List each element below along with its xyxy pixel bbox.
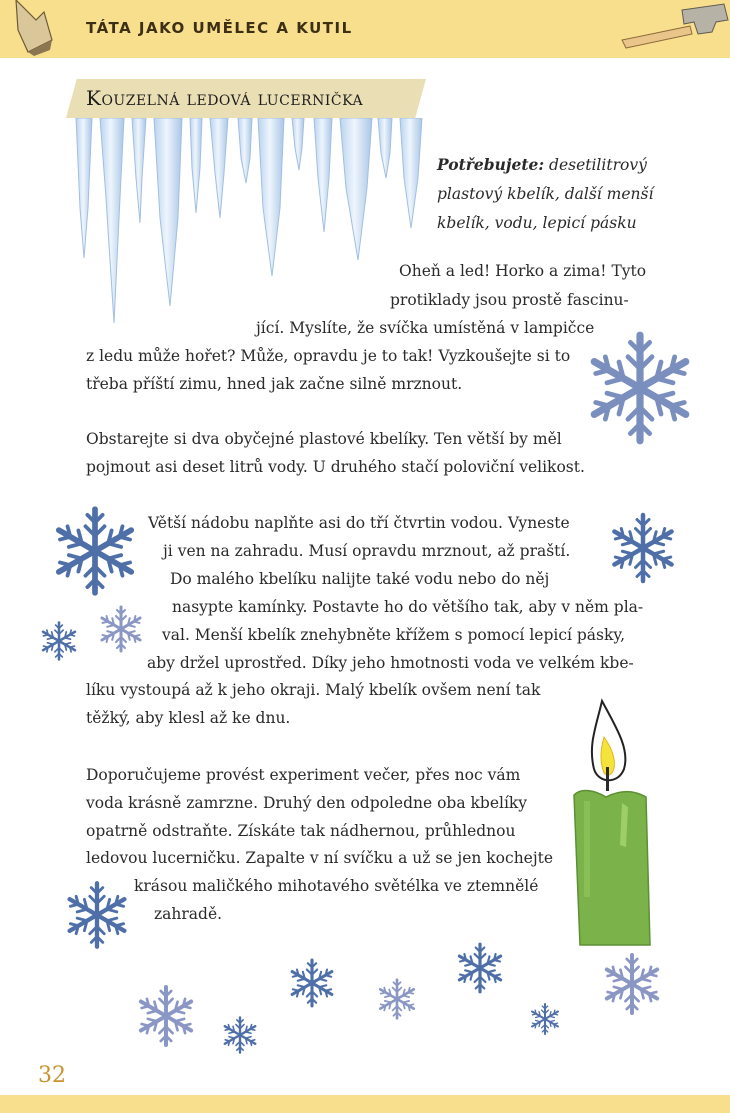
paragraph-line: zahradě. — [154, 905, 223, 923]
paragraph-line: Oheň a led! Horko a zima! Tyto — [399, 262, 647, 280]
snowflake-icon — [600, 952, 664, 1016]
paragraph-line: Obstarejte si dva obyčejné plastové kbelíky. Ten větší by měl — [86, 430, 562, 448]
paragraph-line: aby držel uprostřed. Díky jeho hmotnosti voda ve velkém kbe- — [147, 654, 634, 672]
snowflake-icon — [287, 958, 337, 1008]
paragraph-line: nasypte kamínky. Postavte ho do většího tak, aby v něm pla- — [172, 598, 644, 616]
needs-label: Potřebujete: — [437, 155, 545, 174]
snowflake-icon — [376, 978, 418, 1020]
article-title: Kouzelná ledová lucernička — [86, 86, 364, 110]
footer-band — [0, 1095, 730, 1113]
paragraph-line: z ledu může hořet? Může, opravdu je to tak! Vyzkoušejte si to — [86, 347, 571, 365]
snowflake-icon — [38, 620, 80, 662]
paragraph-line: líku vystoupá až k jeho okraji. Malý kbelík ovšem není tak — [86, 681, 541, 699]
brush-icon — [6, 0, 58, 58]
snowflake-icon — [582, 330, 698, 446]
paragraph-line: val. Menší kbelík znehybněte křížem s pomocí lepicí pásky, — [162, 626, 626, 644]
paragraph-line: pojmout asi deset litrů vody. U druhého stačí poloviční velikost. — [86, 458, 585, 476]
paragraph-line: těžký, aby klesl až ke dnu. — [86, 709, 291, 727]
paragraph-line: Doporučujeme provést experiment večer, přes noc vám — [86, 766, 521, 784]
needs-line: plastový kbelík, další menší — [437, 185, 654, 203]
paragraph-line: Větší nádobu naplňte asi do tří čtvrtin vodou. Vyneste — [148, 514, 570, 532]
icicles-illustration — [70, 118, 430, 333]
snowflake-icon — [528, 1002, 562, 1036]
running-header — [0, 0, 730, 58]
paragraph-line: krásou maličkého mihotavého světélka ve ztemnělé — [134, 877, 539, 895]
materials-needed — [437, 150, 677, 238]
candle-illustration — [566, 697, 662, 949]
snowflake-icon — [220, 1015, 260, 1055]
snowflake-icon — [454, 942, 506, 994]
paragraph-line: protiklady jsou prostě fascinu- — [390, 291, 629, 309]
snowflake-icon — [50, 506, 140, 596]
hammer-icon — [620, 0, 730, 58]
page-number: 32 — [38, 1063, 66, 1088]
snowflake-icon — [607, 512, 679, 584]
paragraph-line: ji ven na zahradu. Musí opravdu mrznout, až praští. — [163, 542, 571, 560]
paragraph-line: třeba příští zimu, hned jak začne silně mrznout. — [86, 375, 463, 393]
needs-line: desetilitrový — [544, 156, 647, 174]
needs-line: kbelík, vodu, lepicí pásku — [437, 214, 637, 232]
snowflake-icon — [96, 604, 146, 654]
snowflake-icon — [62, 880, 132, 950]
header-title: TÁTA JAKO UMĚLEC A KUTIL — [86, 19, 353, 37]
paragraph-line: opatrně odstraňte. Získáte tak nádhernou, průhlednou — [86, 822, 516, 840]
snowflake-icon — [134, 984, 198, 1048]
paragraph-line: ledovou lucerničku. Zapalte v ní svíčku a už se jen kochejte — [86, 849, 554, 867]
paragraph-line: jící. Myslíte, že svíčka umístěná v lampičce — [256, 319, 595, 337]
paragraph-line: Do malého kbelíku nalijte také vodu nebo do něj — [170, 570, 550, 588]
paragraph-line: voda krásně zamrzne. Druhý den odpoledne oba kbelíky — [86, 794, 528, 812]
